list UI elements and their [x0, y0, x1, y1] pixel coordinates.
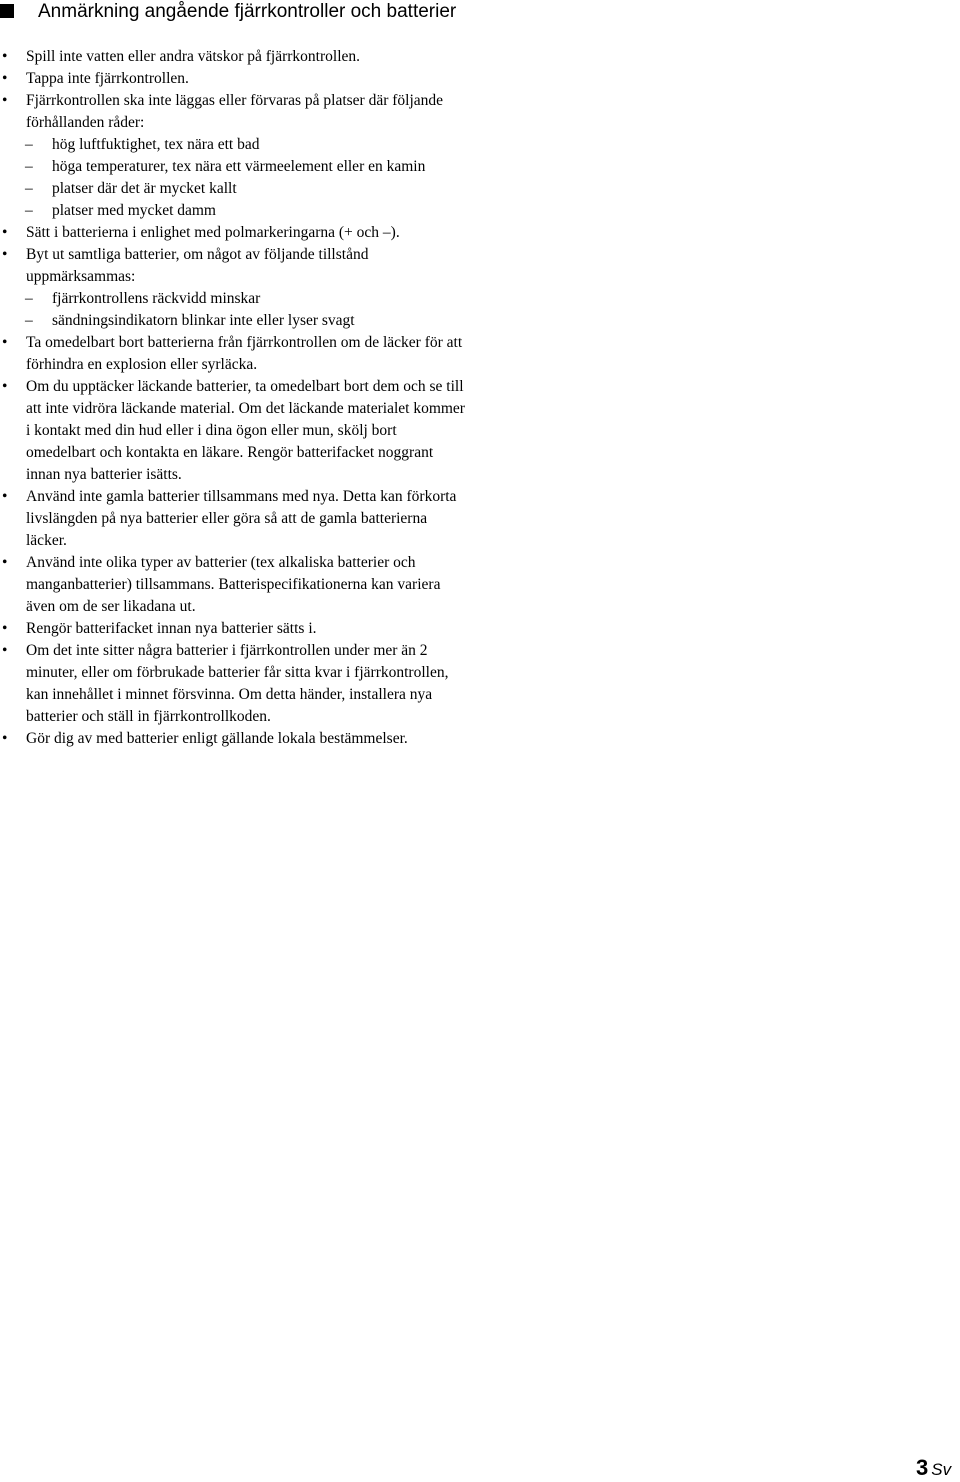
list-item	[0, 90, 470, 134]
list-item-text: Spill inte vatten eller andra vätskor på fjärrkontrollen.	[26, 48, 360, 65]
bullet-icon: •	[2, 224, 8, 241]
list-item-text: Byt ut samtliga batterier, om något av följande tillstånd uppmärksammas:	[26, 246, 369, 285]
sub-list-item	[0, 178, 470, 200]
sub-list-item-text: hög luftfuktighet, tex nära ett bad	[52, 136, 260, 153]
list-item	[0, 332, 470, 376]
list-item	[0, 486, 470, 552]
section-title: Anmärkning angående fjärrkontroller och batterier	[38, 1, 457, 22]
dash-icon: –	[25, 180, 33, 197]
notes-list	[0, 46, 470, 750]
bullet-icon: •	[2, 488, 8, 505]
bullet-icon: •	[2, 642, 8, 659]
list-item	[0, 552, 470, 618]
sub-list-item-text: platser där det är mycket kallt	[52, 180, 237, 197]
list-item	[0, 222, 470, 244]
language-code: Sv	[931, 1460, 952, 1479]
list-item-text: Gör dig av med batterier enligt gällande lokala bestämmelser.	[26, 730, 408, 747]
list-item-text: Använd inte gamla batterier tillsammans med nya. Detta kan förkorta livslängden på nya batterier eller göra så att de gamla batterierna läcker.	[26, 488, 457, 549]
list-item-text: Fjärrkontrollen ska inte läggas eller förvaras på platser där följande förhållanden råder:	[26, 92, 444, 131]
sub-list-item	[0, 134, 470, 156]
sub-list-item-text: platser med mycket damm	[52, 202, 216, 219]
dash-icon: –	[25, 290, 33, 307]
bullet-icon: •	[2, 246, 8, 263]
dash-icon: –	[25, 202, 33, 219]
list-item	[0, 244, 470, 288]
list-item-text: Sätt i batterierna i enlighet med polmarkeringarna (+ och –).	[26, 224, 400, 241]
section-heading	[0, 0, 470, 24]
list-item-text: Om det inte sitter några batterier i fjärrkontrollen under mer än 2 minuter, eller om förbrukade batterier får sitta kvar i fjärrkontrollen, kan innehållet i minnet försvinna. Om detta händer, installera nya batterier och ställ in fjärrkontrollkoden.	[26, 642, 449, 725]
list-item	[0, 728, 470, 750]
dash-icon: –	[25, 158, 33, 175]
list-item	[0, 68, 470, 90]
dash-icon: –	[25, 312, 33, 329]
sub-list-item	[0, 156, 470, 178]
sub-list-item	[0, 200, 470, 222]
sub-list-item-text: fjärrkontrollens räckvidd minskar	[52, 290, 261, 307]
bullet-icon: •	[2, 70, 8, 87]
sub-list-item-text: höga temperaturer, tex nära ett värmeelement eller en kamin	[52, 158, 426, 175]
list-item	[0, 618, 470, 640]
sub-list-item-text: sändningsindikatorn blinkar inte eller lyser svagt	[52, 312, 355, 329]
list-item-text: Ta omedelbart bort batterierna från fjärrkontrollen om de läcker för att förhindra en explosion eller syrläcka.	[26, 334, 463, 373]
page-number	[916, 1455, 951, 1481]
square-bullet-icon	[0, 4, 14, 18]
list-item	[0, 376, 470, 486]
bullet-icon: •	[2, 334, 8, 351]
bullet-icon: •	[2, 378, 8, 395]
bullet-icon: •	[2, 730, 8, 747]
bullet-icon: •	[2, 554, 8, 571]
list-item	[0, 46, 470, 68]
list-item-text: Tappa inte fjärrkontrollen.	[26, 70, 189, 87]
list-item-text: Använd inte olika typer av batterier (tex alkaliska batterier och manganbatterier) tillsammans. Batterispecifikationerna kan variera även om de ser likadana ut.	[26, 554, 441, 615]
bullet-icon: •	[2, 620, 8, 637]
sub-list-item	[0, 310, 470, 332]
bullet-icon: •	[2, 92, 8, 109]
list-item-text: Om du upptäcker läckande batterier, ta omedelbart bort dem och se till att inte vidröra läckande material. Om det läckande materialet kommer i kontakt med din hud eller i dina ögon eller mun, skölj bort omedelbart och kontakta en läkare. Rengör batterifacket noggrant innan nya batterier isätts.	[26, 378, 465, 483]
bullet-icon: •	[2, 48, 8, 65]
list-item	[0, 640, 470, 728]
list-item-text: Rengör batterifacket innan nya batterier sätts i.	[26, 620, 317, 637]
page-number-value: 3	[916, 1455, 929, 1480]
dash-icon: –	[25, 136, 33, 153]
sub-list-item	[0, 288, 470, 310]
